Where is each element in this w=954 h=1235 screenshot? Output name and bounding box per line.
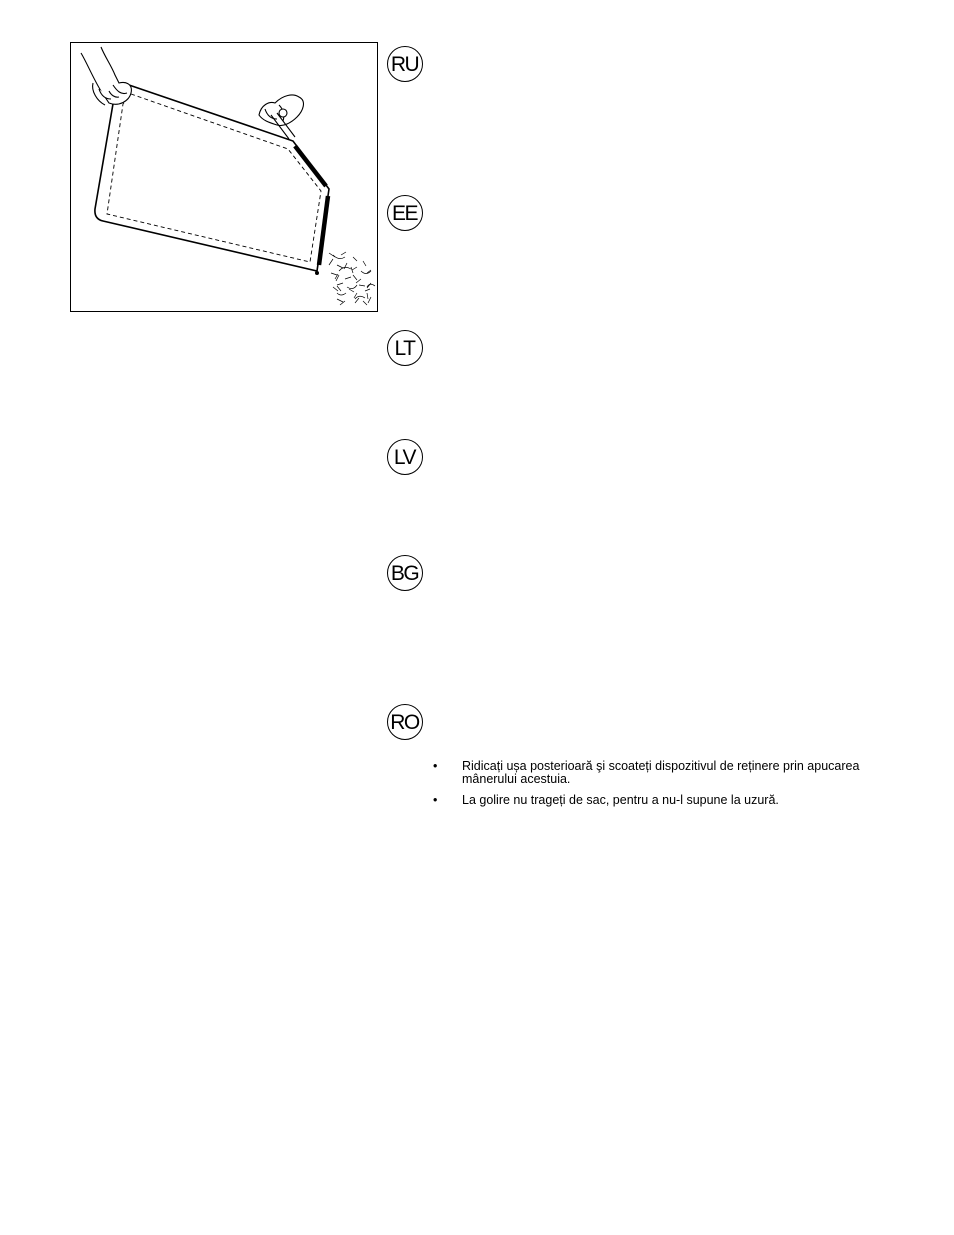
language-badge-ee: EE xyxy=(387,195,423,231)
bag-rear-edge-upper xyxy=(295,146,326,186)
list-item xyxy=(432,794,912,807)
language-badge-ro: RO xyxy=(387,704,423,740)
bag-rear-edge-lower xyxy=(319,196,328,265)
instruction-text: La golire nu trageți de sac, pentru a nu-l supune la uzură. xyxy=(462,793,779,807)
bullet-icon: • xyxy=(433,793,438,807)
grass-bag-emptying-illustration xyxy=(70,42,378,312)
grass-clippings xyxy=(329,252,375,305)
language-badge-lt: LT xyxy=(387,330,423,366)
language-badge-ru: RU xyxy=(387,46,423,82)
instruction-text: Ridicați ușa posterioară şi scoateți dispozitivul de reținere prin apucarea mânerului acestuia. xyxy=(462,759,860,786)
list-item xyxy=(432,760,912,786)
ro-instructions-list xyxy=(432,760,912,815)
bullet-icon: • xyxy=(433,759,438,773)
language-badge-lv: LV xyxy=(387,439,423,475)
language-badge-bg: BG xyxy=(387,555,423,591)
left-hand-icon xyxy=(81,47,131,105)
